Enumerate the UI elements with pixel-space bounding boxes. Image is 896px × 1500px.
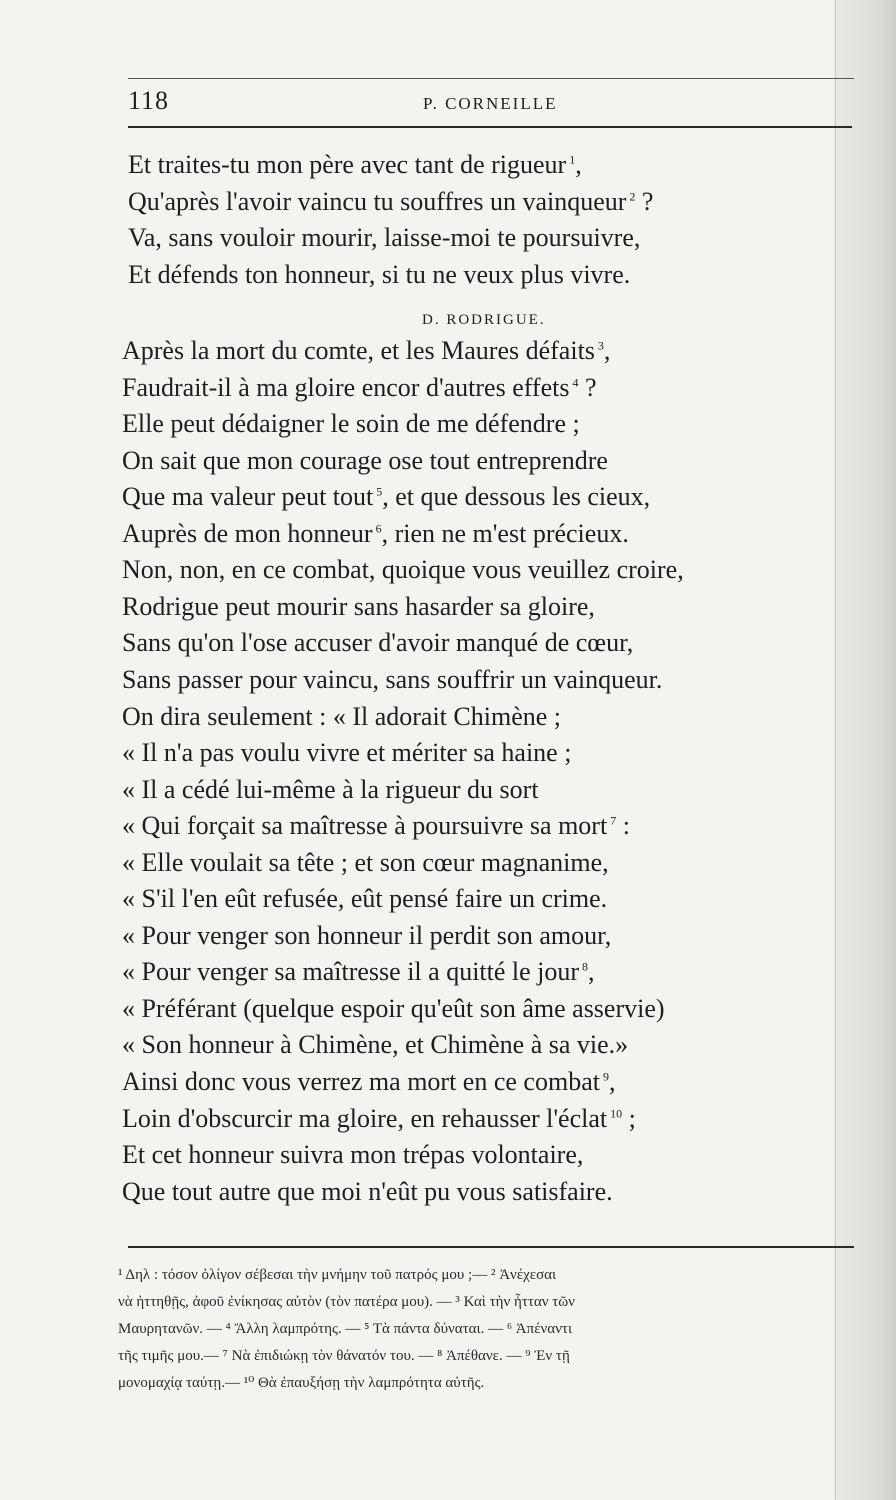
verse-text: « Qui forçait sa maîtresse à poursuivre sa mort	[122, 811, 608, 841]
verse-line	[122, 1140, 583, 1170]
verse-line	[128, 150, 582, 180]
verse-line	[122, 811, 630, 841]
verse-text: « Elle voulait sa tête ; et son cœur magnanime,	[122, 847, 609, 877]
verse-text-continued: ;	[622, 1103, 636, 1133]
verse-text: Rodrigue peut mourir sans hasarder sa gloire,	[122, 591, 595, 621]
verse-line	[122, 1177, 613, 1207]
running-head: P. CORNEILLE	[423, 94, 558, 113]
footnote-marker: 1	[566, 152, 576, 167]
verse-text: Loin d'obscurcir ma gloire, en rehausser l'éclat	[122, 1103, 608, 1133]
footnote-marker: 9	[599, 1069, 609, 1084]
verse-line	[122, 775, 539, 805]
verse-line	[122, 738, 571, 768]
verse-line	[122, 994, 665, 1024]
verse-text: Après la mort du comte, et les Maures défaits	[122, 336, 595, 365]
verse-text: On sait que mon courage ose tout entreprendre	[122, 445, 608, 475]
verse-line	[122, 336, 610, 366]
verse-line	[128, 187, 653, 217]
verse-line	[122, 628, 633, 658]
verse-text: « Pour venger sa maîtresse il a quitté le jour	[122, 957, 580, 987]
verse-text: Va, sans vouloir mourir, laisse-moi te poursuivre,	[128, 223, 641, 253]
verse-text-continued: ?	[635, 186, 654, 216]
verse-line	[122, 1104, 636, 1134]
verse-line	[122, 519, 629, 549]
verse-text: Faudrait-il à ma gloire encor d'autres effets	[122, 372, 570, 402]
verse-line	[122, 957, 595, 987]
verse-text: Elle peut dédaigner le soin de me défendre ;	[122, 409, 580, 439]
verse-text: On dira seulement : « Il adorait Chimène ;	[122, 701, 561, 731]
footnote-marker: 4	[569, 374, 579, 389]
verse-line	[122, 1030, 628, 1060]
verse-text-continued: ,	[608, 1067, 616, 1096]
verse-text: Et cet honneur suivra mon trépas volontaire,	[122, 1140, 584, 1170]
verse-text: Auprès de mon honneur	[122, 518, 373, 548]
footnote-marker: 10	[607, 1105, 623, 1120]
verse-text: « Son honneur à Chimène, et Chimène à sa vie.»	[122, 1030, 629, 1060]
verse-text-continued: , rien ne m'est précieux.	[381, 518, 629, 548]
footnote-marker: 2	[626, 189, 636, 204]
verse-line	[122, 665, 662, 695]
verse-line	[122, 409, 580, 439]
verse-text: « Il a cédé lui-même à la rigueur du sort	[122, 774, 539, 804]
verse-text-continued: ,	[588, 957, 595, 987]
verse-line	[122, 482, 650, 512]
verse-line	[122, 921, 611, 951]
verse-line	[122, 848, 609, 878]
verse-text: Que ma valeur peut tout	[122, 482, 374, 512]
footnote-marker: 6	[372, 521, 382, 536]
verse-text: Sans passer pour vaincu, sans souffrir un vainqueur.	[122, 664, 663, 694]
footnote-rule	[128, 1246, 854, 1248]
header-rule-top	[128, 78, 854, 79]
footnote-line: Μαυρητανῶν. — ⁴ Ἄλλη λαμπρότης. — ⁵ Τὰ πάντα δύναται. — ⁶ Ἀπέναντι	[118, 1321, 572, 1337]
verse-text-continued: ,	[603, 336, 611, 365]
verse-text: « S'il l'en eût refusée, eût pensé faire un crime.	[122, 884, 608, 914]
verse-text: Ainsi donc vous verrez ma mort en ce combat	[122, 1067, 600, 1096]
footnote-marker: 3	[594, 338, 604, 353]
footnotes	[118, 1262, 878, 1397]
footnote-line: νὰ ἡττηθῇς, ἀφοῦ ἐνίκησας αὐτὸν (τὸν πατέρα μου). — ³ Καὶ τὴν ἧτταν τῶν	[118, 1294, 575, 1310]
verse-line	[122, 592, 595, 622]
footnote-line: μονομαχίᾳ ταύτῃ.— ¹⁰ Θὰ ἐπαυξήσῃ τὴν λαμπρότητα αὐτῆς.	[118, 1375, 485, 1391]
page-number: 118	[128, 86, 170, 115]
verse-line	[128, 260, 630, 290]
verse-line	[122, 702, 561, 732]
verse-text-continued: ,	[575, 150, 582, 179]
verse-text: Non, non, en ce combat, quoique vous veuillez croire,	[122, 555, 684, 585]
footnote-line: ¹ Δηλ : τόσον ὀλίγον σέβεσαι τὴν μνήμην τοῦ πατρός μου ;— ² Ἀνέχεσαι	[118, 1267, 557, 1283]
verse-text: Et traites-tu mon père avec tant de rigueur	[128, 150, 567, 179]
footnote-line: τῆς τιμῆς μου.— ⁷ Νὰ ἐπιδιώκῃ τὸν θάνατόν του. — ⁸ Ἀπέθανε. — ⁹ Ἐν τῇ	[118, 1348, 570, 1364]
verse-line	[128, 223, 640, 253]
verse-line	[122, 446, 608, 476]
footnote-marker: 5	[373, 484, 383, 499]
verse-text: Que tout autre que moi n'eût pu vous satisfaire.	[122, 1176, 613, 1206]
header-rule-bottom	[128, 126, 852, 128]
verse-text: Sans qu'on l'ose accuser d'avoir manqué de cœur,	[122, 628, 634, 658]
verse-line	[122, 373, 597, 403]
verse-line	[122, 884, 607, 914]
verse-text: « Pour venger son honneur il perdit son amour,	[122, 920, 612, 950]
verse-text-continued: , et que dessous les cieux,	[382, 482, 651, 512]
footnote-marker: 7	[607, 813, 617, 828]
verse-text-continued: :	[616, 811, 630, 841]
page-header	[128, 86, 728, 120]
verse-text: « Préférant (quelque espoir qu'eût son âme asservie)	[122, 993, 665, 1023]
footnote-marker: 8	[579, 959, 589, 974]
verse-text-continued: ?	[578, 372, 597, 402]
verse-line	[122, 555, 684, 585]
verse-line	[122, 1067, 615, 1097]
verse-text: Qu'après l'avoir vaincu tu souffres un vainqueur	[128, 186, 627, 216]
verse-text: « Il n'a pas voulu vivre et mériter sa haine ;	[122, 738, 572, 768]
speaker-name: D. RODRIGUE.	[422, 312, 546, 328]
verse-text: Et défends ton honneur, si tu ne veux plus vivre.	[128, 260, 631, 290]
